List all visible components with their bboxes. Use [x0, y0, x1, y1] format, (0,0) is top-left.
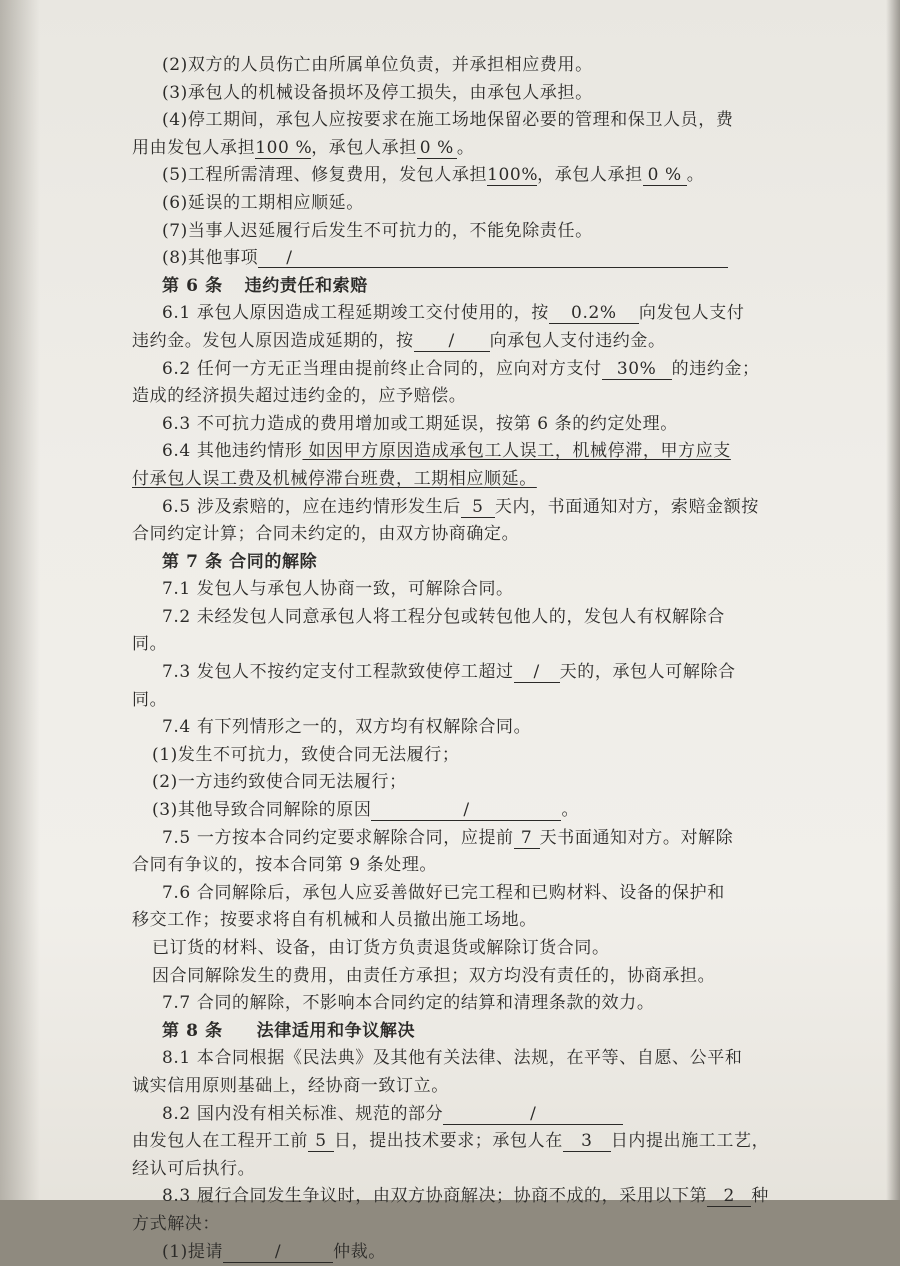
clause-8-3-cont: 方式解决：: [132, 1213, 220, 1234]
clause-7-4-item-3: (3)其他导致合同解除的原因 / 。: [152, 800, 580, 821]
clause-6-4: 6.4 其他违约情形 如因甲方原因造成承包工人误工，机械停滞，甲方应支: [162, 441, 731, 462]
clause-item-8: (8)其他事项 /: [132, 245, 812, 273]
fill-blank: 0 %: [417, 138, 457, 159]
clause-7-6-para-3: 因合同解除发生的费用，由责任方承担；双方均没有责任的，协商承担。: [152, 965, 716, 986]
fill-blank: 0.2%: [549, 303, 639, 324]
clause-8-3: 8.3 履行合同发生争议时，由双方协商解决；协商不成的，采用以下第 2 种: [162, 1186, 769, 1207]
clause-8-3-item-1: (1)提请 / 仲裁。: [162, 1241, 386, 1262]
clause-7-6-cont: 移交工作；按要求将自有机械和人员撤出施工场地。: [132, 910, 537, 931]
clause-8-2-cont: 由发包人在工程开工前 5 日，提出技术要求；承包人在 3 日内提出施工工艺，: [132, 1131, 770, 1152]
clause-item-6: (6)延误的工期相应顺延。: [162, 192, 364, 213]
clause-item-3: (3)承包人的机械设备损坏及停工损失，由承包人承担。: [162, 82, 593, 103]
clause-6-4-cont: [132, 466, 812, 494]
fill-blank: 5: [461, 497, 495, 518]
clause-8-1-cont: 诚实信用原则基础上，经协商一致订立。: [132, 1075, 449, 1096]
page-shadow-right: [886, 0, 900, 1200]
handwritten-clause: 付承包人误工费及机械停滞台班费，工期相应顺延。: [132, 468, 537, 489]
clause-7-1: 7.1 发包人与承包人协商一致，可解除合同。: [162, 579, 514, 600]
clause-7-6-para-2: 已订货的材料、设备，由订货方负责退货或解除订货合同。: [152, 938, 610, 958]
clause-7-4: 7.4 有下列情形之一的，双方均有权解除合同。: [162, 717, 532, 738]
fill-blank: 7: [514, 828, 540, 849]
handwritten-clause: 如因甲方原因造成承包工人误工，机械停滞，甲方应支: [302, 441, 731, 462]
fill-blank: /: [414, 331, 490, 352]
section-7-heading: 第 7 条 合同的解除: [162, 551, 318, 572]
fill-blank: 0 %: [643, 165, 687, 186]
fill-blank: /: [223, 1242, 333, 1263]
fill-blank: 100 %: [255, 137, 313, 158]
clause-item-5: (5)工程所需清理、修复费用，发包人承担100%，承包人承担 0 % 。: [162, 165, 705, 186]
clause-item-7: (7)当事人迟延履行后发生不可抗力的，不能免除责任。: [162, 220, 593, 241]
page-shadow-left: [0, 0, 40, 1200]
clause-item-2: (2)双方的人员伤亡由所属单位负责，并承担相应费用。: [162, 55, 593, 75]
clause-7-3: 7.3 发包人不按约定支付工程款致使停工超过 / 天的，承包人可解除合: [162, 662, 736, 683]
fill-blank: 3: [563, 1131, 611, 1152]
clause-6-1: 6.1 承包人原因造成工程延期竣工交付使用的，按 0.2% 向发包人支付: [162, 303, 745, 324]
clause-6-2: 6.2 任何一方无正当理由提前终止合同的，应向对方支付 30% 的违约金；: [162, 358, 760, 379]
fill-blank: /: [258, 248, 728, 268]
fill-blank: /: [443, 1104, 623, 1125]
clause-7-3-cont: 同。: [132, 689, 168, 710]
clause-6-1-cont: 违约金。发包人原因造成延期的，按 / 向承包人支付违约金。: [132, 330, 666, 351]
contract-text: [132, 52, 812, 1266]
clause-7-4-item-2: (2)一方违约致使合同无法履行；: [152, 772, 407, 793]
fill-blank: 100%: [487, 165, 539, 186]
fill-blank: 5: [308, 1131, 334, 1152]
fill-blank: 30%: [602, 359, 672, 380]
clause-7-2-cont: 同。: [132, 634, 168, 655]
clause-6-3: 6.3 不可抗力造成的费用增加或工期延误，按第 6 条的约定处理。: [162, 413, 678, 434]
clause-7-6: 7.6 合同解除后，承包人应妥善做好已完工程和已购材料、设备的保护和: [162, 882, 725, 903]
clause-7-7: 7.7 合同的解除，不影响本合同约定的结算和清理条款的效力。: [162, 993, 655, 1014]
clause-8-1: 8.1 本合同根据《民法典》及其他有关法律、法规，在平等、自愿、公平和: [162, 1048, 743, 1069]
clause-item-4: (4)停工期间，承包人应按要求在施工场地保留必要的管理和保卫人员，费: [162, 110, 734, 131]
clause-7-5-cont: 合同有争议的，按本合同第 9 条处理。: [132, 855, 438, 876]
clause-7-4-item-1: (1)发生不可抗力，致使合同无法履行；: [152, 744, 460, 765]
fill-blank: /: [371, 800, 561, 821]
clause-6-5: 6.5 涉及索赔的，应在违约情形发生后 5 天内，书面通知对方，索赔金额按: [162, 496, 759, 517]
section-6-heading: 第 6 条 违约责任和索赔: [162, 275, 368, 296]
clause-8-2-cont-2: 经认可后执行。: [132, 1158, 256, 1179]
clause-8-2: 8.2 国内没有相关标准、规范的部分 /: [132, 1101, 812, 1129]
fill-blank: /: [514, 662, 560, 683]
section-8-heading: 第 8 条 法律适用和争议解决: [162, 1020, 416, 1041]
clause-6-5-cont: 合同约定计算；合同未约定的，由双方协商确定。: [132, 524, 520, 545]
clause-item-4-cont: 用由发包人承担100 %，承包人承担 0 % 。: [132, 137, 475, 158]
fill-blank: 2: [707, 1186, 751, 1207]
clause-6-2-cont: 造成的经济损失超过违约金的，应予赔偿。: [132, 386, 467, 407]
clause-7-2: 7.2 未经发包人同意承包人将工程分包或转包他人的，发包人有权解除合: [162, 606, 725, 627]
clause-7-5: 7.5 一方按本合同约定要求解除合同，应提前 7 天书面通知对方。对解除: [162, 827, 734, 848]
